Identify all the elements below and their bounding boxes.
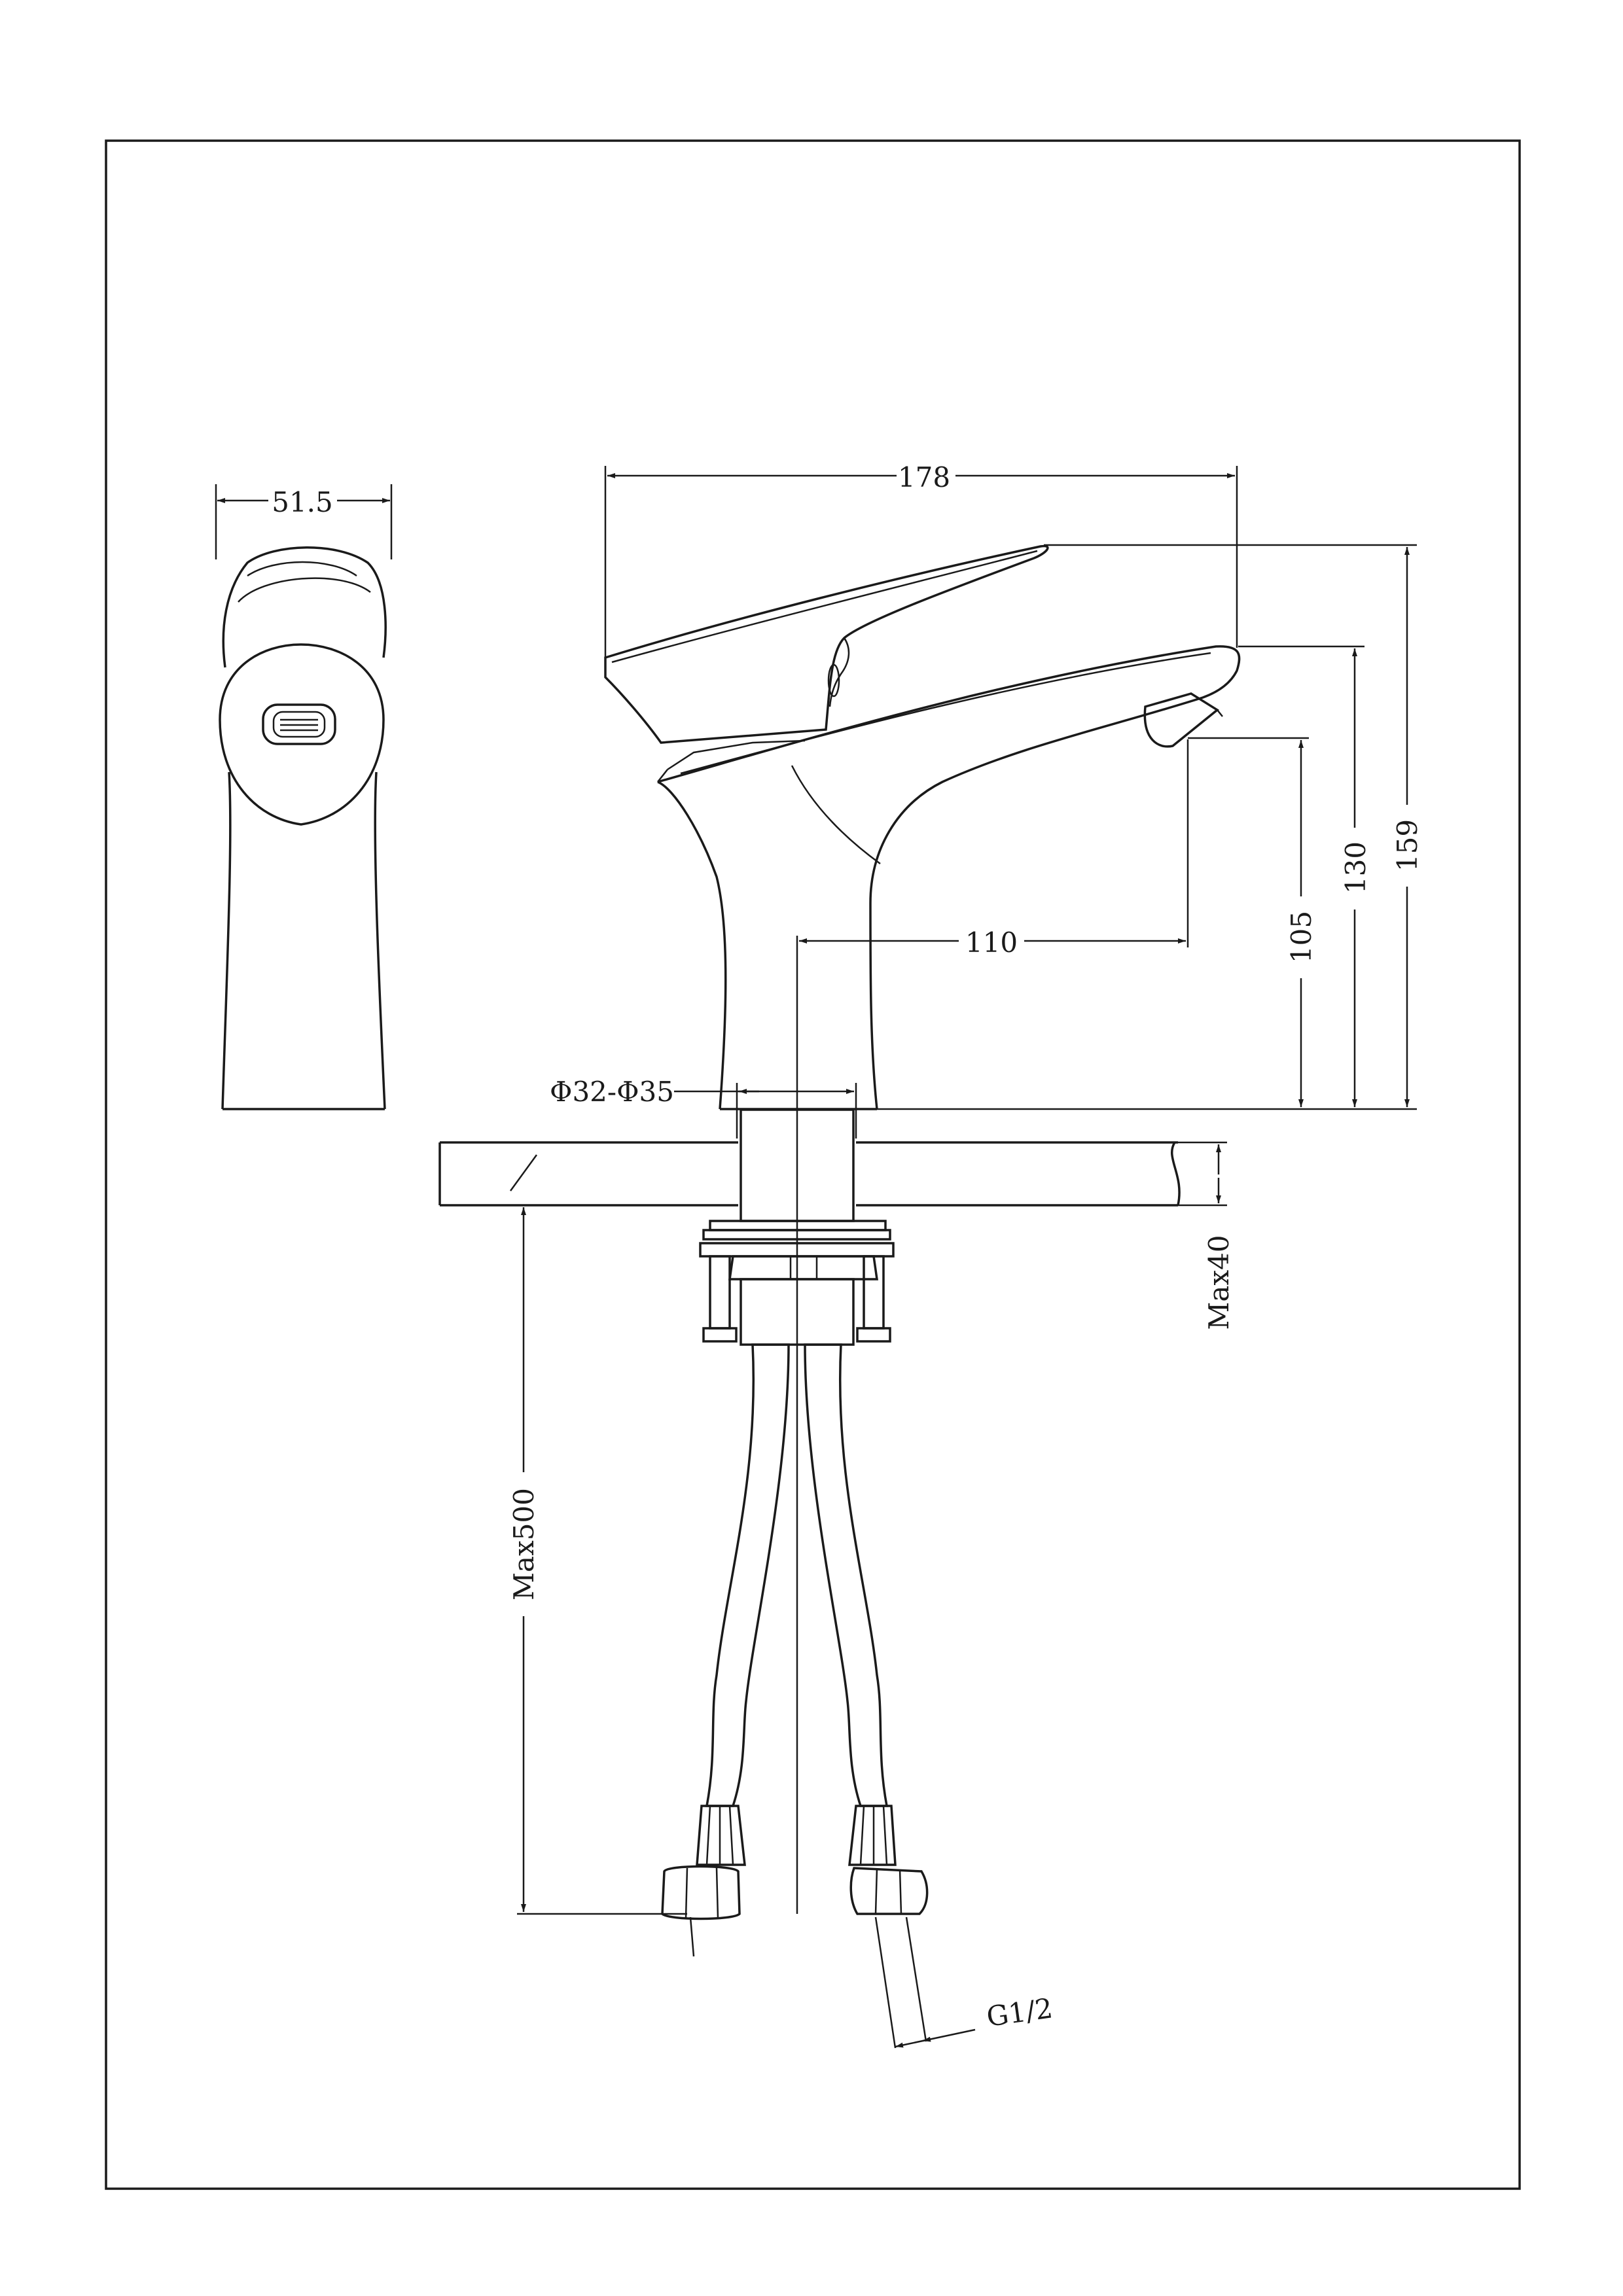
- dim-label-lever-height: 130: [1340, 841, 1372, 894]
- dim-label-front-width: 51.5: [272, 486, 333, 518]
- dim-label-hose-thread: G1/2: [984, 1992, 1055, 2033]
- dim-label-hose-length: Max500: [508, 1488, 540, 1600]
- side-view-faucet: [605, 546, 1240, 1109]
- dimension-hose-length: [508, 1207, 687, 1914]
- dimension-overall-length: [605, 461, 1237, 658]
- sheet-border: [106, 141, 1520, 2189]
- countertop-section: [440, 1142, 1179, 1205]
- dim-label-overall-height: 159: [1391, 819, 1423, 872]
- dimension-deck-thickness: [1178, 1142, 1235, 1330]
- dimension-hose-thread: [690, 1917, 1054, 2048]
- dimension-spout-height: [1285, 740, 1317, 1107]
- flexible-hoses: [662, 1345, 927, 1919]
- dim-label-overall-length: 178: [897, 461, 951, 493]
- dim-label-hole-diameter: Φ32-Φ35: [550, 1076, 674, 1108]
- dim-label-spout-height: 105: [1285, 910, 1317, 964]
- dimension-hole-diameter: [550, 1076, 856, 1139]
- dim-label-spout-reach: 110: [965, 927, 1018, 959]
- dimension-lever-height: [1340, 648, 1372, 1107]
- front-view: [220, 548, 385, 1109]
- dim-label-deck-thickness: Max40: [1203, 1235, 1235, 1330]
- dimension-overall-height: [1391, 547, 1423, 1107]
- dimension-spout-reach: [797, 739, 1188, 1914]
